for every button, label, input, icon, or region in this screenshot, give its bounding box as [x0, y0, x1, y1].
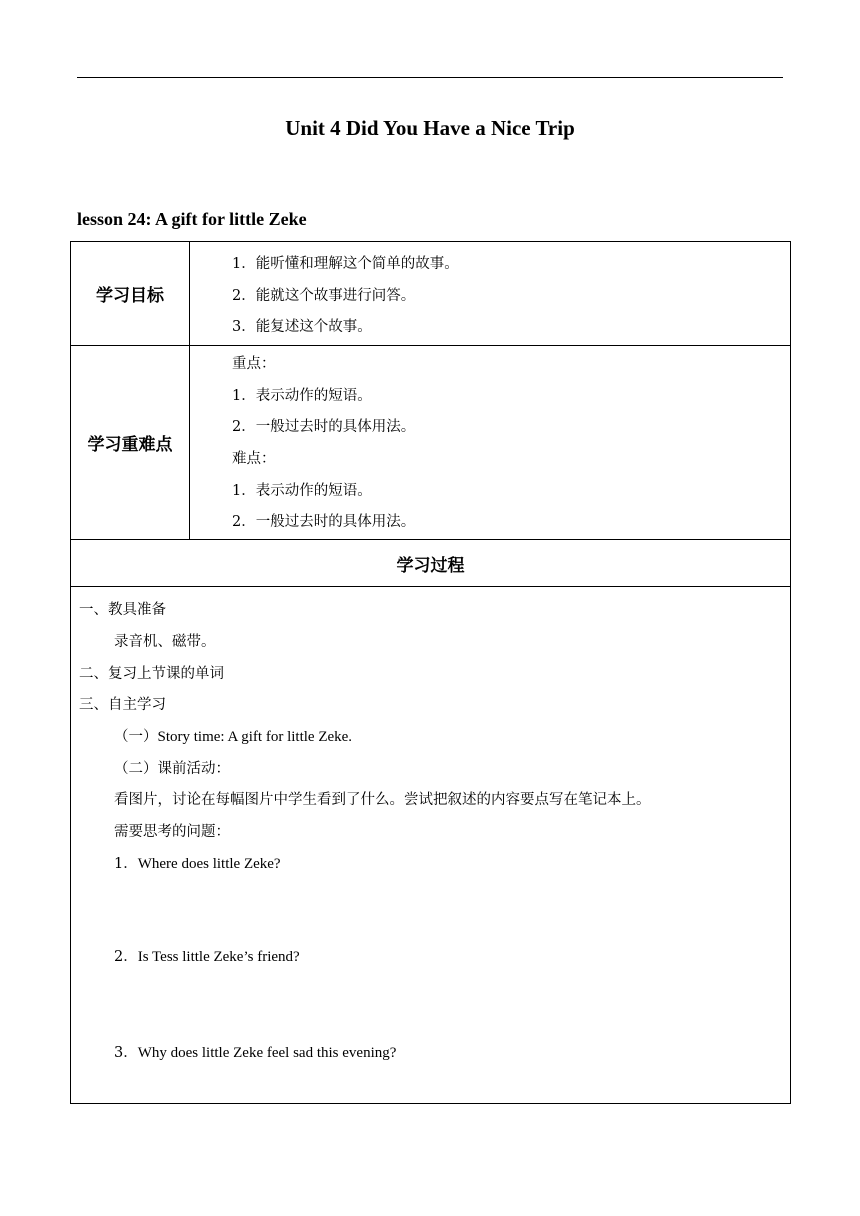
goal-item: 2．能就这个故事进行问答。	[232, 287, 416, 304]
learning-goals-label: 学习目标	[71, 242, 190, 346]
key-point-line: 2．一般过去时的具体用法。	[232, 419, 416, 436]
key-points-row	[71, 346, 791, 540]
story-time-text: Story time: A gift for little Zeke.	[157, 728, 353, 745]
question-text: Is Tess little Zeke’s friend?	[137, 949, 300, 966]
learning-goals-row	[71, 242, 791, 346]
question-number: 1．	[114, 855, 138, 872]
learning-goals-content	[190, 242, 791, 346]
activity-instructions: 看图片，讨论在每幅图片中学生看到了什么。尝试把叙述的内容要点写在笔记本上。	[114, 792, 651, 809]
process-header-row	[71, 540, 791, 587]
section-teaching-aids: 一、教具准备	[79, 602, 166, 619]
key-points-content	[190, 346, 791, 540]
question-number: 3．	[114, 1045, 138, 1061]
answer-space	[71, 974, 790, 1038]
question-1	[71, 849, 790, 881]
key-point-line: 重点：	[232, 356, 276, 372]
key-point-line: 2．一般过去时的具体用法。	[232, 514, 416, 531]
lesson-title: lesson 24: A gift for little Zeke	[77, 209, 307, 229]
goal-item: 3．能复述这个故事。	[232, 319, 372, 336]
goal-item: 1．能听懂和理解这个简单的故事。	[232, 256, 459, 272]
questions-intro: 需要思考的问题：	[114, 823, 230, 840]
key-point-line: 难点：	[232, 451, 276, 468]
section-review: 二、复习上节课的单词	[79, 665, 224, 682]
process-content	[71, 587, 791, 1104]
key-point-line: 1．表示动作的短语。	[232, 387, 372, 404]
process-body-row	[71, 587, 791, 1104]
header-rule	[77, 77, 783, 78]
key-points-label: 学习重难点	[71, 346, 190, 540]
process-header: 学习过程	[71, 540, 791, 587]
answer-space	[71, 880, 790, 942]
question-text: Why does little Zeke feel sad this evening?	[137, 1045, 397, 1061]
question-3	[71, 1038, 790, 1070]
section-self-study: 三、自主学习	[79, 697, 166, 714]
story-time-prefix: （一）	[114, 728, 158, 745]
pre-class-activity-title: （二）课前活动：	[114, 760, 230, 777]
key-point-line: 1．表示动作的短语。	[232, 482, 372, 499]
story-time-line	[71, 722, 790, 754]
teaching-aids-text: 录音机、磁带。	[114, 633, 216, 650]
document-title: Unit 4 Did You Have a Nice Trip	[285, 116, 575, 140]
question-2	[71, 942, 790, 974]
question-text: Where does little Zeke?	[137, 855, 281, 872]
question-number: 2．	[114, 949, 138, 966]
lesson-plan-table	[70, 241, 791, 1104]
